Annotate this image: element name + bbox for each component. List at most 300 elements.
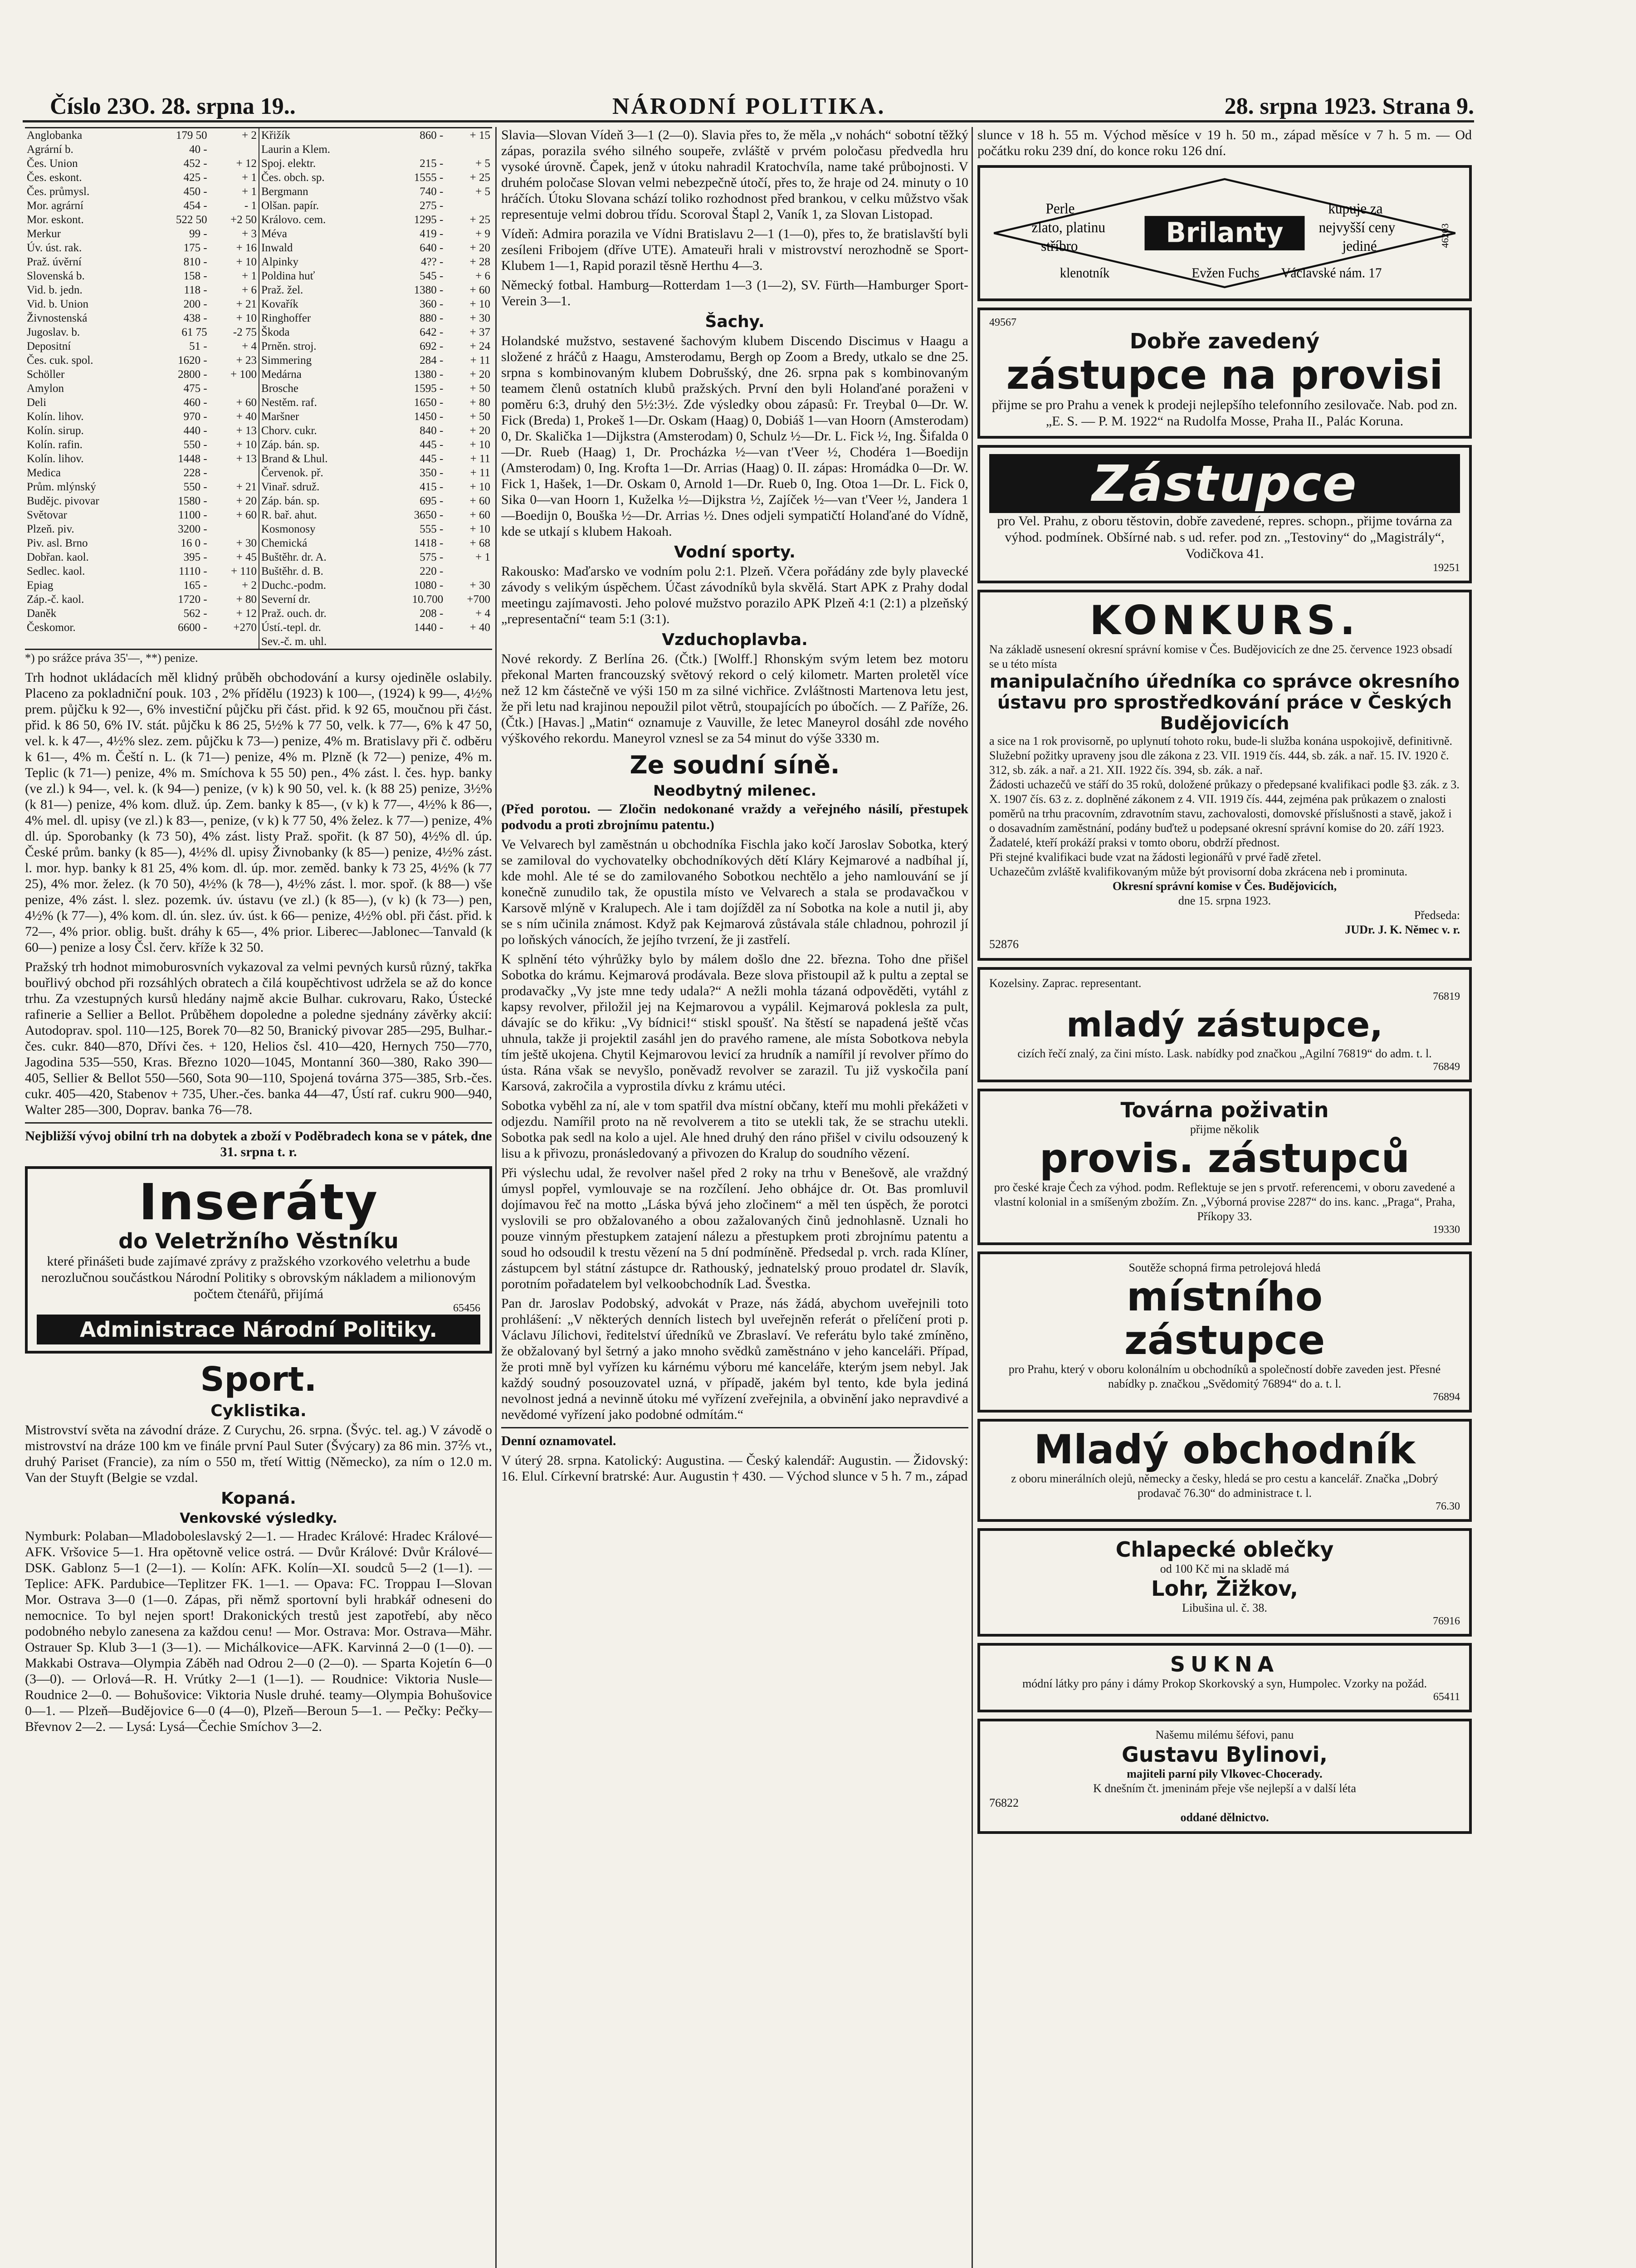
- stock-price: 4?? -: [421, 256, 444, 268]
- stock-change: + 60: [469, 509, 490, 521]
- stock-change: + 1: [475, 551, 490, 563]
- stock-change: + 110: [231, 565, 257, 577]
- ad-chair-label: Předseda:: [1414, 909, 1460, 922]
- stock-price: 215 -: [420, 157, 444, 170]
- stock-name: Sedlec. kaol.: [27, 565, 85, 577]
- section-subtitle: Neodbytný milenec.: [653, 782, 816, 799]
- stock-price: 415 -: [420, 481, 444, 493]
- ad-line: Kozelsiny. Zaprac. representant.: [989, 977, 1142, 990]
- stock-price: 1295 -: [414, 214, 444, 226]
- stock-name: Bergmann: [261, 186, 308, 198]
- brilanty-w5: nejvyšší ceny: [1319, 219, 1396, 235]
- stock-change: + 13: [236, 453, 257, 465]
- stock-row: [259, 227, 492, 241]
- stock-change: + 40: [469, 621, 490, 634]
- stock-change: + 11: [470, 453, 490, 465]
- stock-row: [25, 213, 259, 227]
- stock-name: Kovařík: [261, 298, 298, 310]
- stock-name: Mor. eskont.: [27, 214, 84, 226]
- stock-name: Živnostenská: [27, 312, 88, 324]
- stock-row: [259, 424, 492, 438]
- stock-name: Sev.-č. m. uhl.: [261, 635, 327, 648]
- stock-change: + 25: [469, 171, 490, 184]
- stock-price: 1440 -: [414, 621, 444, 634]
- stock-price: 1418 -: [414, 537, 444, 549]
- stock-name: Prněn. stroj.: [261, 340, 317, 352]
- brilanty-w2: zlato, platinu: [1031, 219, 1105, 235]
- brilanty-main: Brilanty: [1166, 217, 1284, 249]
- ad-code: 76849: [1433, 1061, 1460, 1073]
- stock-name: Duchc.-podm.: [261, 579, 327, 591]
- stock-row: [25, 255, 259, 269]
- ad-headline-2: přijme několik: [1190, 1123, 1260, 1136]
- stock-price: 740 -: [420, 186, 444, 198]
- section-subtitle: Venkovské výsledky.: [180, 1510, 337, 1526]
- ad-mlady-zastupce: [977, 967, 1472, 1082]
- stock-price: 425 -: [183, 171, 207, 184]
- stock-row: [259, 241, 492, 255]
- stock-row: [25, 339, 259, 353]
- ad-body: z oboru minerálních olejů, německy a česky, hledá se pro cestu a kancelář. Značka „Dobrý prodavač 76.30“ do administrace t. l.: [1011, 1472, 1438, 1500]
- stock-name: Budějc. pivovar: [27, 495, 99, 507]
- ad-big: Zástupce: [989, 454, 1460, 513]
- stock-row: [259, 297, 492, 311]
- stock-name: Plzeň. piv.: [27, 523, 74, 535]
- brilanty-code: 46203: [1440, 223, 1450, 248]
- stock-row: [25, 311, 259, 325]
- ad-body: K dnešním čt. jmeninám přeje vše nejlepší a v další léta: [1093, 1782, 1356, 1795]
- stock-row: [259, 353, 492, 367]
- stock-price: 3200 -: [178, 523, 207, 535]
- stock-table-right: [259, 128, 492, 649]
- stock-change: +700: [467, 593, 490, 606]
- article-paragraph: Rakousko: Maďarsko ve vodním polu 2:1. Plzeň. Včera pořádány zde byly plavecké závody s velikým úspěchem. Účast závodníků byla skvělá. Start APK z Prahy dodal meetingu zajímavosti. Jeho polové mužstvo porazilo APK Plzeň 4:1 (2:1) a plzeňský „representační“ team 5:1 (3:1).: [501, 564, 968, 626]
- stock-price: 1380 -: [414, 368, 444, 381]
- stock-change: + 45: [236, 551, 257, 563]
- stock-change: + 60: [469, 495, 490, 507]
- stock-price: 118 -: [184, 284, 207, 296]
- stock-change: [445, 199, 492, 213]
- stock-name: Medárna: [261, 368, 302, 381]
- stock-name: Poldina huť: [261, 270, 315, 282]
- stock-change: + 1: [242, 270, 257, 282]
- stock-price: 220 -: [420, 565, 444, 577]
- stock-row: [259, 128, 492, 142]
- stock-name: Kolín. sirup.: [27, 425, 84, 437]
- stock-change: [209, 381, 259, 396]
- market-paragraph: Pražský trh hodnot mimoburosvních vykazoval za velmi pevných kursů různý, takřka bouřlivý obchod při rozsáhlých obratech a čilá koupěchtivost udržela se až do konce trhu. Za vzestupných kursů hledány najmě akcie Bulhar. cukrovaru, Rako, Ústecké rafinerie a Sellier a Bellot. Průběhem dopoledne a poledne sjednány závěrky akcií: Autodoprav. spol. 110—125, Borek 70—82 50, Branický pivovar 285—295, Bulhar.-čes. cukr. 840—870, Dřívi čes. + 120, Helios čsl. 410—420, Hernych 750—770, Jagodina 535—550, Kras. Březno 1020—1045, Montanní 360—380, Rako 390—405, Sellier & Bellot 550—560, Sota 90—110, Spojená továrna 375—385, Srb.-čes. cukr. 405—420, Stabenov + 735, Uher.-čes. banka 44—47, Ústí raf. cukru 900—940, Walter 285—300, Doprav. banka 76—78.: [25, 959, 492, 1117]
- stock-change: + 60: [469, 284, 490, 296]
- stock-price: 275 -: [420, 200, 444, 212]
- ad-code: 49567: [989, 317, 1016, 328]
- stock-price: 6600 -: [178, 621, 207, 634]
- stock-row: [259, 381, 492, 396]
- article-paragraph: slunce v 18 h. 55 m. Východ měsíce v 19 h. 50 m., západ měsíce v 7 h. 5 m. — Od počátku roku 239 dní, do konce roku 126 dní.: [977, 127, 1472, 158]
- stock-price: 1100 -: [178, 509, 207, 521]
- stock-name: Deli: [27, 396, 47, 409]
- stock-price: 200 -: [183, 298, 207, 310]
- column-divider: [495, 127, 497, 2268]
- ad-big: zástupce na provisi: [1006, 352, 1443, 398]
- stock-name: Mor. agrární: [27, 200, 83, 212]
- stock-change: + 50: [469, 382, 490, 395]
- stock-change: + 5: [475, 157, 490, 170]
- stock-name: Vinař. sdruž.: [261, 481, 320, 493]
- stock-row: [259, 367, 492, 381]
- stock-price: 460 -: [183, 396, 207, 409]
- ad-body: Při stejné kvalifikaci bude vzat na žádosti legionářů v prvé řadě zřetel.: [989, 850, 1322, 864]
- ad-body: Na základě usnesení okresní správní komise v Čes. Budějovicích ze dne 25. července 1923 obsadí se u této místa: [989, 643, 1452, 670]
- ad-code: 76894: [1433, 1391, 1460, 1403]
- stock-change: + 80: [236, 593, 257, 606]
- ad-title: Inseráty: [138, 1173, 379, 1231]
- ad-code: 76822: [989, 1796, 1019, 1809]
- stock-change: + 10: [236, 312, 257, 324]
- stock-change: + 12: [236, 157, 257, 170]
- stock-change: + 5: [475, 186, 490, 198]
- stock-row: [259, 606, 492, 621]
- grain-market-notice: Nejbližší vývoj obilní trh na dobytek a zboží v Poděbradech kona se v pátek, dne 31. srpna t. r.: [25, 1129, 492, 1159]
- stock-name: Dobřan. kaol.: [27, 551, 89, 563]
- ad-body: cizích řečí znalý, za čini místo. Lask. nabídky pod značkou „Agilní 76819“ do adm. t. l.: [1017, 1047, 1432, 1060]
- ad-brand: Lohr, Žižkov,: [1151, 1576, 1298, 1601]
- stock-price: 454 -: [183, 200, 207, 212]
- ad-lead: Našemu milému šéfovi, panu: [1155, 1728, 1294, 1741]
- stock-name: Úv. úst. rak.: [27, 242, 82, 254]
- ad-chlapecke-oblecky: [977, 1528, 1472, 1637]
- ad-code: 76916: [1433, 1615, 1460, 1627]
- stock-price: 1595 -: [414, 382, 444, 395]
- ad-body: pro Vel. Prahu, z oboru těstovin, dobře zavedené, repres. schopn., přijme továrna za výhod. podmínek. Obšírné nab. s ud. refer. pod zn. „Testoviny“ do „Magistrály“, Vodičkova 41.: [997, 513, 1452, 561]
- article-paragraph: Pan dr. Jaroslav Podobský, advokát v Praze, nás žádá, abychom uveřejnili toto prohlášení: „V některých denních listech byl uveřejněn referát o přelíčení proti p. Václavu Jílichovi, ředitelství úředníků ve Zbraslaví. Ve referátu bylo také zmíněno, že obžalovaný byl šetrný a jako mnoho svědků zaměstnáno v jeho kanceláři. Případ, že proti mně byl vyřízen ku kárnému výboru mé kanceláře, kterým jsem nebyl. Jak každý soudný posouzovatel uzná, v případě, jakém byl tento, kde byla jediná nevolnost jedná a nevinně útoku mé vyřízení zveřejnila, a obvinění jako nepravdivé a nevědomé vyřízení jako podobné odmítám.“: [501, 1296, 968, 1422]
- ad-body: od 100 Kč mi na skladě má: [1160, 1562, 1289, 1575]
- section-title-football: Kopaná.: [221, 1489, 296, 1508]
- stock-row: [25, 283, 259, 297]
- section-title-water: Vodní sporty.: [674, 543, 796, 562]
- stock-row: [25, 466, 259, 480]
- stock-row: [25, 494, 259, 508]
- ad-code: 52876: [989, 938, 1019, 951]
- article-paragraph: Mistrovství světa na závodní dráze. Z Curychu, 26. srpna. (Švýc. tel. ag.) V závodě o mistrovství na dráze 100 km ve finále první Paul Suter (Švýcary) za 86 min. 37⅖ vt., druhý Pariset (Francie), za ním o 550 m, třetí Wittig (Německo), za ním o 12.0 m. Van der Stuyft (Belgie se vzdal.: [25, 1422, 492, 1485]
- stock-name: Buštěhr. dr. A.: [261, 551, 327, 563]
- stock-name: Prům. mlýnský: [27, 481, 96, 493]
- stock-name: Čes. Union: [27, 157, 78, 170]
- ad-signoff: Okresní správní komise v Čes. Budějovicích,: [1112, 880, 1337, 893]
- stock-change: + 1: [242, 171, 257, 184]
- ad-body: pro Prahu, který v oboru kolonálním u obchodníků a společností dobře zaveden jest. Přesné nabídky p. značkou „Svědomitý 76894“ do a. t. l.: [1008, 1363, 1441, 1390]
- stock-change: - 1: [244, 200, 257, 212]
- stock-name: R. bař. ahut.: [261, 509, 317, 521]
- ad-sukna: [977, 1643, 1472, 1712]
- stock-name: Chemická: [261, 537, 308, 549]
- ad-chair: JUDr. J. K. Němec v. r.: [1345, 923, 1460, 936]
- stock-name: Laurin a Klem.: [261, 143, 331, 156]
- stock-row: [259, 156, 492, 171]
- stock-change: + 10: [236, 439, 257, 451]
- ad-code: 19251: [1433, 562, 1460, 574]
- stock-name: Piv. asl. Brno: [27, 537, 88, 549]
- stock-price: 395 -: [183, 551, 207, 563]
- ad-body: Žadatelé, kteří prokáží praksi v tomto oboru, obdrží přednost.: [989, 836, 1280, 849]
- ad-big: KONKURS.: [1089, 597, 1360, 644]
- stock-name: Záp. bán. sp.: [261, 495, 320, 507]
- stock-change: + 16: [236, 242, 257, 254]
- stock-name: Inwald: [261, 242, 293, 254]
- stock-change: [445, 635, 492, 649]
- article-paragraph: Slavia—Slovan Vídeň 3—1 (2—0). Slavia přes to, že měla „v nohách“ sobotní těžký zápas, porazila svého silného soupeře, zvláště v prvém poločasu předvedla hru vysoké úrovně. Čapek, jenž v útoku nahradil Kratochvíla, name také průbojnosti. V druhém poločase Slovan velmi nebezpečně útočí, přes to, že hraje od 24. minuty o 10 hráčích. Útoku Slovana schází toliko rozhodnost před brankou, v celku můžstvo však representuje velmi dobrou třídu. Scoroval Štapl 2, Vaník 1, za Slovan Listopad.: [501, 127, 968, 222]
- stock-change: + 25: [469, 214, 490, 226]
- page-date: 28. srpna 1923. Strana 9.: [1224, 93, 1474, 119]
- ad-big: SUKNA: [1170, 1652, 1279, 1677]
- stock-name: Amylon: [27, 382, 64, 395]
- ad-big: místního: [1126, 1273, 1323, 1320]
- stock-price: 165 -: [183, 579, 207, 591]
- stock-change: + 80: [469, 396, 490, 409]
- stock-price: 99 -: [189, 228, 207, 240]
- stock-name: Červenok. př.: [261, 467, 323, 479]
- stock-price: 350 -: [420, 467, 444, 479]
- stock-price: 562 -: [183, 607, 207, 620]
- stock-change: [445, 142, 492, 156]
- stock-price: 284 -: [420, 354, 444, 367]
- stock-change: + 15: [469, 129, 490, 142]
- stock-change: [209, 466, 259, 480]
- stock-price: 61 75: [181, 326, 207, 338]
- stock-name: Ústí.-tepl. dr.: [261, 621, 321, 634]
- stock-change: + 11: [470, 467, 490, 479]
- ad-brilanty: [977, 165, 1472, 301]
- stock-row: [25, 452, 259, 466]
- stock-change: + 40: [236, 411, 257, 423]
- divider: [25, 1122, 492, 1124]
- ad-sub: majiteli parní pily Vlkovec-Chocerady.: [1127, 1767, 1323, 1780]
- article-paragraph: Německý fotbal. Hamburg—Rotterdam 1—3 (1—2), SV. Fürth—Hamburger Sport-Verein 3—1.: [501, 278, 968, 308]
- stock-price: 16 0 -: [181, 537, 207, 549]
- article-paragraph: Nové rekordy. Z Berlína 26. (Čtk.) [Wolff.] Rhonským svým letem bez motoru překonal Marten francouzský světový rekord o celý kilometr. Marten proletěl více než 12 km částečně ve výši 150 m za silné vichřice. Zvláštnosti Martenova letu jest, že při letu nad krajinou nepoužil pilot větrů, stoupajících po úbočích. — Z Paříže, 26. (Čtk.) [Havas.] „Matin“ oznamuje z Vauville, že letec Maneyrol dosáhl zde nového výškového rekordu. Maneyrol vznesl se za 54 minut do výše 3330 m.: [501, 651, 968, 746]
- stock-name: Méva: [261, 228, 287, 240]
- divider: [501, 1427, 968, 1428]
- stock-name: Simmering: [261, 354, 312, 367]
- ad-headline: Dobře zavedený: [1129, 329, 1320, 353]
- stock-price: 445 -: [420, 453, 444, 465]
- stock-change: + 2: [242, 579, 257, 591]
- stock-change: + 10: [236, 256, 257, 268]
- section-title-sport: Sport.: [200, 1360, 317, 1399]
- ad-bylina: [977, 1719, 1472, 1834]
- stock-price: 1448 -: [178, 453, 207, 465]
- stock-change: + 9: [475, 228, 490, 240]
- stock-name: Alpinky: [261, 256, 298, 268]
- ad-zastupce-testoviny: [977, 445, 1472, 583]
- brilanty-w4: kupuje za: [1328, 200, 1383, 217]
- stock-change: +270: [233, 621, 257, 634]
- stock-price: 555 -: [420, 523, 444, 535]
- stock-change: [445, 564, 492, 578]
- stock-row: [259, 339, 492, 353]
- stock-row: [25, 269, 259, 283]
- stock-price: 445 -: [420, 439, 444, 451]
- stock-row: [259, 185, 492, 199]
- ad-footer: Administrace Národní Politiky.: [37, 1315, 480, 1344]
- stock-name: Agrární b.: [27, 143, 73, 156]
- stock-price: 1555 -: [414, 171, 444, 184]
- stock-price: 2800 -: [178, 368, 207, 381]
- stock-name: Kolín. lihov.: [27, 453, 84, 465]
- stock-price: 1720 -: [178, 593, 207, 606]
- stock-price: 575 -: [420, 551, 444, 563]
- stock-price: 440 -: [183, 425, 207, 437]
- stock-change: + 4: [475, 607, 490, 620]
- brilanty-bottom-left: klenotník: [1060, 265, 1110, 281]
- stock-name: Záp. bán. sp.: [261, 439, 320, 451]
- brilanty-w6: jediné: [1342, 238, 1377, 254]
- stock-price: 40 -: [189, 143, 207, 156]
- stock-name: Světovar: [27, 509, 67, 521]
- ad-code: 76.30: [1436, 1501, 1460, 1512]
- stock-row: [25, 438, 259, 452]
- stock-name: Kosmonosy: [261, 523, 316, 535]
- stock-change: + 28: [469, 256, 490, 268]
- stock-name: Vid. b. jedn.: [27, 284, 83, 296]
- stock-name: Praž. úvěrní: [27, 256, 82, 268]
- brilanty-diamond-graphic: [989, 174, 1460, 292]
- article-paragraph: V úterý 28. srpna. Katolický: Augustina. — Český kalendář: Augustin. — Židovský: 16. Elul. Církevní bratrské: Aur. Augustin † 430. — Východ slunce v 5 h. 7 m., západ: [501, 1453, 968, 1484]
- stock-name: Čes. cuk. spol.: [27, 354, 93, 367]
- ad-sign: oddané dělnictvo.: [1180, 1811, 1269, 1824]
- section-title-chess: Šachy.: [705, 313, 765, 331]
- stock-change: +2 50: [230, 214, 257, 226]
- stock-price: 522 50: [176, 214, 207, 226]
- stock-row: [259, 578, 492, 592]
- ad-body: a sice na 1 rok provisorně, po uplynutí tohoto roku, bude-li služba konána uspokojivě, definitivně.: [989, 734, 1453, 748]
- stock-row: [25, 142, 259, 156]
- stock-change: + 20: [469, 368, 490, 381]
- ad-headline: Továrna poživatin: [1120, 1098, 1329, 1122]
- stock-price: 1450 -: [414, 411, 444, 423]
- stock-row: [259, 508, 492, 522]
- column-2: [501, 127, 968, 2268]
- stock-name: Škoda: [261, 326, 290, 338]
- stock-row: [25, 550, 259, 564]
- stock-name: Medica: [27, 467, 61, 479]
- stock-row: [259, 255, 492, 269]
- stock-change: + 6: [242, 284, 257, 296]
- ad-big: zástupce: [1124, 1317, 1325, 1364]
- stock-row: [259, 592, 492, 606]
- ad-big: Chlapecké oblečky: [1115, 1537, 1334, 1562]
- brilanty-w3: stříbro: [1041, 238, 1078, 254]
- ad-date: dne 15. srpna 1923.: [1178, 894, 1271, 907]
- stock-name: Epiag: [27, 579, 54, 591]
- stock-row: [259, 564, 492, 578]
- ad-tovarna-pozivatin: [977, 1089, 1472, 1245]
- stock-change: + 20: [236, 495, 257, 507]
- stock-row: [259, 438, 492, 452]
- stock-price: 438 -: [183, 312, 207, 324]
- ad-code: 76819: [1433, 991, 1460, 1002]
- ad-mistniho-zastupce: [977, 1251, 1472, 1413]
- stock-row: [25, 367, 259, 381]
- ad-code: 19330: [1433, 1224, 1460, 1236]
- stock-name: Brosche: [261, 382, 298, 395]
- ad-big: Mladý obchodník: [1034, 1426, 1416, 1473]
- ad-zastupce-provisi: [977, 308, 1472, 439]
- stock-row: [259, 550, 492, 564]
- brilanty-w1: Perle: [1045, 200, 1075, 217]
- stock-row: [25, 297, 259, 311]
- stock-name: Čes. eskont.: [27, 171, 82, 184]
- stock-change: + 24: [469, 340, 490, 352]
- stock-row: [259, 635, 492, 649]
- ad-title: manipulačního úředníka co správce okresního ústavu pro sprostředkování práce v Českých Budějovicích: [989, 671, 1460, 734]
- article-paragraph: Sobotka vyběhl za ní, ale v tom spatřil dva místní občany, kteří mu mohli překážeti v odjezdu. Namířil proto na ně revolverem a tito se utekli tak, že se strachu utekli. Sobotka pak sedl na kolo a ujel. Ale hned druhý den ráno přišel v civilu odsouzený k lisu a k přivozu, pronásledovaný a přivozen do Kralup do soudního vězení.: [501, 1098, 968, 1161]
- stock-row: [25, 396, 259, 410]
- ad-code: 65411: [1433, 1691, 1460, 1703]
- stock-row: [25, 592, 259, 606]
- ad-big: provis. zástupců: [1039, 1135, 1410, 1182]
- stock-name: Nestěm. raf.: [261, 396, 317, 409]
- stock-change: + 10: [469, 523, 490, 535]
- stock-row: [259, 452, 492, 466]
- ad-mlady-obchodnik: [977, 1419, 1472, 1522]
- section-title-court: Ze soudní síně.: [630, 751, 840, 779]
- stock-price: 642 -: [420, 326, 444, 338]
- stock-price: 550 -: [183, 439, 207, 451]
- stock-name: Depositní: [27, 340, 71, 352]
- stock-price: 545 -: [420, 270, 444, 282]
- stock-row: [25, 578, 259, 592]
- article-paragraph: Nymburk: Polaban—Mladoboleslavský 2—1. — Hradec Králové: Hradec Králové—AFK. Vršovice 5—1. Hra opětovně velice ostrá. — Dvůr Králové: Dvůr Králové—DSK. Gablonz 5—1 (2—1). — Kolín: AFK. Kolín—XI. soudců 5—2 (1—1). — Teplice: AFK. Pardubice—Teplitzer FK. 1—1. — Opava: FC. Troppau I—Slovan Mor. Ostrava 3—0 (1—0. Zápas, při němž sportovní byli hrabkář odneseni do nemocnice. To byl nejen sport! Drakonických trestů jest zapotřebí, aby něco podobného nebylo zanesena za každou cenu! — Mor. Ostrava: Mor. Ostrava—Mähr. Ostrauer Sp. Klub 3—1 (3—1). — Michálkovice—AFK. Karvinná 2—0 (1—0). — Makkabi Ostrava—Olympia Záběh nad Odrou 2—0 (2—0). — Sparta Kojetín 6—0 (3—0). — Orlová—R. H. Vrútky 2—1 (1—1). — Roudnice: Viktoria Nusle—Roudnice 2—0. — Bohušovice: Viktoria Nusle druhé. teamy—Olympia Bohušovice 0—1. — Plzeň—Budějovice 6—0 (4—0), Plzeň—Beroun 5—1. — Pečky: Pečky—Břevnov 2—2. — Lysá: Lysá—Čechie Smíchov 3—2.: [25, 1529, 492, 1734]
- stock-change: + 3: [242, 228, 257, 240]
- stock-row: [25, 227, 259, 241]
- stock-row: [25, 508, 259, 522]
- stock-row: [259, 480, 492, 494]
- stock-price: 970 -: [183, 411, 207, 423]
- masthead: [23, 93, 1474, 122]
- stock-price: 550 -: [183, 481, 207, 493]
- article-paragraph: Při výslechu udal, že revolver našel před 2 roky na trhu v Benešově, ale vraždný úmysl popřel, vymlouvaje se na rozčílení. Jeho obhájce dr. Ot. Bas promluvil dojímavou řeč na motto „Láska bývá jeho zločinem“ a měl ten úspěch, že porotci vyslovili se pro obžalovaného a obou zažalovaných činů jednohlasně. Uznali ho pouze vinným přestupkem zatajení nálezu a přestupkem proti zbrojnímu patentu a soud ho odsoudil k trestu vězení na 5 dní podmíněně. Předsedal p. vrch. rada Klíner, zástupcem byl státní zástupce dr. Rathouský, jednatelský prouo prodatel dr. Slavík, porotním pořadatelem byl velkoobchodník Lad. Švestka.: [501, 1165, 968, 1291]
- stock-change: + 1: [242, 186, 257, 198]
- stock-change: + 68: [469, 537, 490, 549]
- issue-number: Číslo 2ЗО. 28. srpna 19..: [50, 93, 296, 119]
- stock-name: Merkur: [27, 228, 61, 240]
- stock-name: Daněk: [27, 607, 57, 620]
- ad-subtitle: do Veletržního Věstníku: [118, 1229, 399, 1253]
- stock-price: 419 -: [420, 228, 444, 240]
- column-1: [25, 127, 492, 2268]
- stock-price: 450 -: [183, 186, 207, 198]
- stock-price: 158 -: [183, 270, 207, 282]
- article-paragraph: K splnění této výhrůžky bylo by málem došlo dne 22. března. Toho dne přišel Sobotka do krámu. Kejmarová prodávala. Beze slova přistoupil až k pultu a zeptal se prodavačky „Vy jste mne tedy udala?“ A nežli mohla tázaná odpověděti, vytáhl z kapsy revolver, přiložil jej na Kejmarovou a vypálil. Kejmarová poklesla za pult, dávajíc se do křiku: „Vy bídnici!“ stiskl spoušť. Na štěstí se napadená ještě včas uhnula, takže ji projektil zasáhl jen do pravého ramene, ale místa Sobotkova nebyla tím ještě ukojena. Chytil Kejmarovou levicí za hrudník a namířil jí revolver přímo do ústa. Rána však se nevyšlo, poněvadž revolver se zarazil. Tu již vyskočila paní Karsová, zakročila a vyprostila dívku z krámu utéci.: [501, 952, 968, 1094]
- stock-change: + 21: [236, 298, 257, 310]
- stock-price: 208 -: [420, 607, 444, 620]
- stock-row: [259, 142, 492, 156]
- stock-name: Olšan. papír.: [261, 200, 319, 212]
- stock-price: 1080 -: [414, 579, 444, 591]
- stock-row: [25, 621, 259, 635]
- ad-big: Gustavu Bylinovi,: [1122, 1742, 1328, 1767]
- ad-inseraty: [25, 1166, 492, 1354]
- stock-price: 1380 -: [414, 284, 444, 296]
- stock-row: [259, 199, 492, 213]
- stock-name: Schöller: [27, 368, 65, 381]
- stock-name: Jugoslav. b.: [27, 326, 80, 338]
- stock-price: [385, 142, 445, 156]
- stock-row: [259, 536, 492, 550]
- stock-row: [259, 325, 492, 339]
- stock-price: 228 -: [183, 467, 207, 479]
- article-paragraph: Vídeň: Admira porazila ve Vídni Bratislavu 2—1 (1—0), přes to, že bratislavští byli zesíleni Fribojem (dříve UTE). Amateuři hrali v mistrovství nerozhodně se Sport-Klubem 1—1, Rapid porazil těsně Herthu 4—3.: [501, 226, 968, 273]
